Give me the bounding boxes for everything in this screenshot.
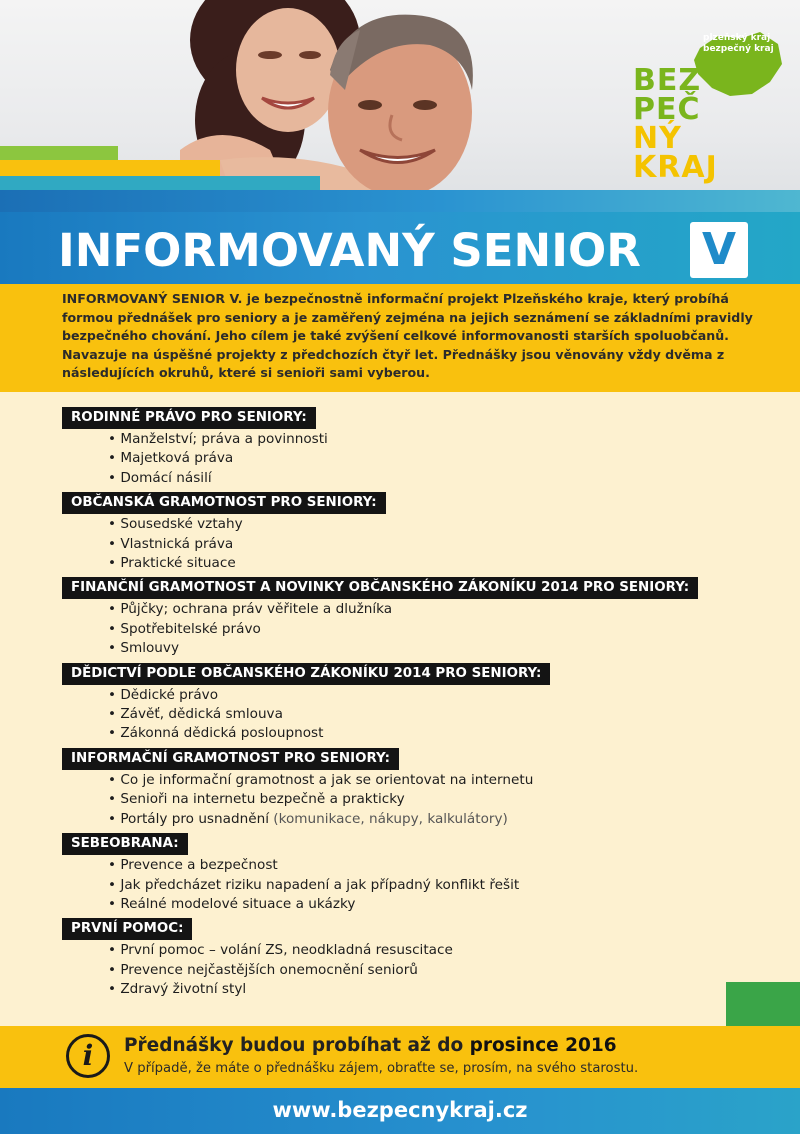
list-item: • Prevence nejčastějších onemocnění seniorů [108,961,800,980]
website-link[interactable]: www.bezpecnykraj.cz [272,1098,528,1122]
topic-heading: PRVNÍ POMOC: [62,918,192,940]
topic-items [108,430,800,488]
list-item: • Závěť, dědická smlouva [108,705,800,724]
list-item: • Praktické situace [108,554,800,573]
topic-heading: OBČANSKÁ GRAMOTNOST PRO SENIORY: [62,492,386,514]
topic-obcanska-gramotnost [0,491,800,573]
list-item: • Sousedské vztahy [108,515,800,534]
topic-items [108,686,800,744]
topics-list [0,406,800,1003]
topic-items [108,856,800,914]
logo-word-line-4: KRAJ [633,150,718,185]
info-icon: i [66,1034,110,1078]
list-item: • Zdravý životní styl [108,980,800,999]
logo-word-line-2: PEČ [633,92,701,127]
list-item: • Jak předcházet riziku napadení a jak případný konflikt řešit [108,876,800,895]
deco-stripe-teal [0,176,320,190]
intro-text: je bezpečnostně informační projekt Plzeňského kraje, který probíhá formou přednášek pro seniory a je zaměřený zejména na jejich seznámení se základními pravidly bezpečného chování. Jeho cílem je také zvýšení celkové informovanosti starších spoluobčanů. Navazuje na úspěšné projekty z předchozích čtyř let. Přednášky jsou věnovány vždy dvěma z následujících okruhů, které si senioři sami vyberou. [62,291,753,381]
notice-bar [0,1026,800,1088]
deco-stripe-yellow [0,160,220,176]
deco-stripe-green [0,146,118,160]
notice-headline-date: prosince 2016 [469,1035,617,1056]
footer-band [0,1088,800,1134]
logo-word-line-1: BEZ [633,63,702,98]
logo-word-line-3: NÝ [633,121,682,156]
intro-paragraph [62,290,762,383]
topic-heading: INFORMAČNÍ GRAMOTNOST PRO SENIORY: [62,748,399,770]
list-item: • Prevence a bezpečnost [108,856,800,875]
topic-informacni-gramotnost [0,747,800,829]
topic-items [108,515,800,573]
list-item-text: Portály pro usnadnění [120,810,269,827]
topic-sebeobrana [0,832,800,914]
logo-tagline-2: bezpečný kraj [703,44,774,54]
list-item: • Reálné modelové situace a ukázky [108,895,800,914]
list-item: • Co je informační gramotnost a jak se orientovat na internetu [108,771,800,790]
intro-section [0,284,800,392]
list-item: • Zákonná dědická posloupnost [108,724,800,743]
list-item: • Majetková práva [108,449,800,468]
list-item: • Senioři na internetu bezpečně a prakticky [108,790,800,809]
list-item: • První pomoc – volání ZS, neodkladná resuscitace [108,941,800,960]
title-band [0,212,800,284]
topic-rodinne-pravo [0,406,800,488]
page-title: INFORMOVANÝ SENIOR [58,224,641,277]
topic-heading: RODINNÉ PRÁVO PRO SENIORY: [62,407,316,429]
list-item: • Vlastnická práva [108,535,800,554]
intro-lead: INFORMOVANÝ SENIOR V. [62,291,243,306]
topic-items [108,600,800,658]
list-item: • Spotřebitelské právo [108,620,800,639]
list-item [108,810,800,829]
topic-heading: FINANČNÍ GRAMOTNOST A NOVINKY OBČANSKÉHO ZÁKONÍKU 2014 PRO SENIORY: [62,577,698,599]
notice-subtext: V případě, že máte o přednášku zájem, obraťte se, prosím, na svého starostu. [124,1061,639,1076]
list-item-note: (komunikace, nákupy, kalkulátory) [268,810,508,827]
logo-tagline-1: plzeňský kraj [703,33,771,43]
topic-financni-gramotnost [0,576,800,658]
topic-prvni-pomoc [0,917,800,999]
topic-items [108,941,800,999]
topic-items [108,771,800,829]
list-item: • Manželství; práva a povinnosti [108,430,800,449]
list-item: • Půjčky; ochrana práv věřitele a dlužníka [108,600,800,619]
notice-headline-text: Přednášky budou probíhat až do [124,1035,470,1056]
list-item: • Domácí násilí [108,469,800,488]
list-item: • Smlouvy [108,639,800,658]
logo-wordmark [633,63,723,185]
deco-stripe-blue [0,190,800,212]
notice-headline [124,1034,617,1058]
bezpecny-kraj-logo [625,30,785,190]
title-edition-badge: V [690,222,748,278]
topic-heading: DĚDICTVÍ PODLE OBČANSKÉHO ZÁKONÍKU 2014 PRO SENIORY: [62,663,550,685]
topic-heading: SEBEOBRANA: [62,833,188,855]
topic-dedictvi [0,662,800,744]
list-item: • Dědické právo [108,686,800,705]
logo-tagline [703,33,783,55]
